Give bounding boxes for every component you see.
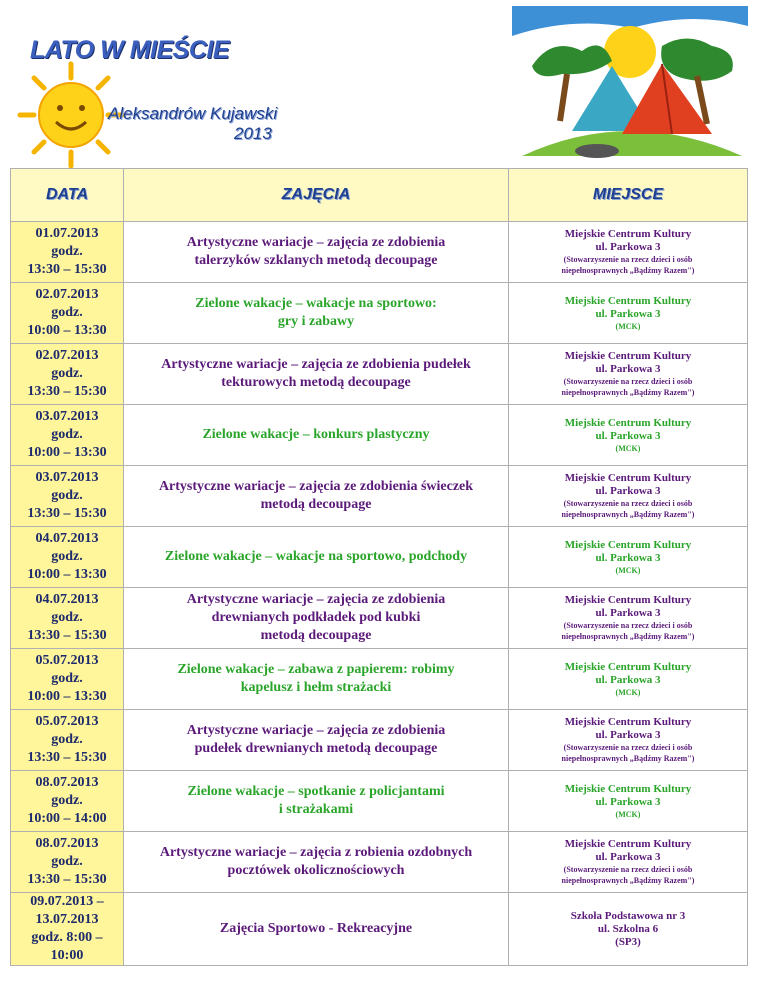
- table-row: [11, 405, 748, 466]
- activity-line: drewnianych podkładek pod kubki: [211, 610, 421, 625]
- table-row: [11, 832, 748, 893]
- time-label: godz.: [51, 854, 83, 869]
- activity-line: kapelusz i hełm strażacki: [240, 680, 392, 695]
- time: 13:30 – 15:30: [27, 750, 107, 765]
- time-label: godz.: [51, 732, 83, 747]
- place-cell: [509, 893, 748, 966]
- place-address: ul. Parkowa 3: [595, 729, 661, 741]
- place-name: Miejskie Centrum Kultury: [564, 538, 692, 551]
- time: 13:30 – 15:30: [27, 872, 107, 887]
- place-address: ul. Parkowa 3: [595, 429, 661, 442]
- column-header-activity: ZAJĘCIA: [124, 169, 509, 222]
- date-cell: [11, 710, 124, 771]
- place-address: ul. Parkowa 3: [595, 307, 661, 320]
- organizer: (Stowarzyszenie na rzecz dzieci i osób: [563, 377, 693, 386]
- date: 05.07.2013: [35, 653, 99, 668]
- date-cell: [11, 649, 124, 710]
- place-cell: [509, 588, 748, 649]
- date-cell: [11, 771, 124, 832]
- time: 13:30 – 15:30: [27, 506, 107, 521]
- place-name: Miejskie Centrum Kultury: [564, 594, 692, 606]
- place-cell: [509, 710, 748, 771]
- activity-line: Zielone wakacje – zabawa z papierem: robimy: [177, 662, 455, 677]
- organizer: niepełnosprawnych „Bądźmy Razem"): [561, 388, 695, 397]
- date: 13.07.2013: [35, 912, 99, 927]
- page-title: LATO W MIEŚCIE: [30, 36, 230, 64]
- table-row: [11, 222, 748, 283]
- organizer: (MCK): [615, 809, 641, 819]
- place-name: Miejskie Centrum Kultury: [564, 660, 692, 673]
- date-cell: [11, 405, 124, 466]
- activity-line: gry i zabawy: [277, 314, 355, 329]
- activity-line: Zielone wakacje – spotkanie z policjantami: [187, 784, 445, 799]
- organizer: niepełnosprawnych „Bądźmy Razem"): [561, 266, 695, 275]
- time-label: godz.: [51, 366, 83, 381]
- time-label: godz.: [51, 427, 83, 442]
- place-cell: [509, 405, 748, 466]
- place-address: ul. Szkolna 6: [597, 922, 659, 935]
- activity-line: Artystyczne wariacje – zajęcia z robienia ozdobnych: [159, 845, 473, 860]
- organizer: (Stowarzyszenie na rzecz dzieci i osób: [563, 621, 693, 630]
- year: 2013: [234, 124, 272, 143]
- date: 04.07.2013: [35, 592, 99, 607]
- time: 13:30 – 15:30: [27, 262, 107, 277]
- date: 08.07.2013: [35, 836, 99, 851]
- place-name: Miejskie Centrum Kultury: [564, 838, 692, 850]
- organizer: niepełnosprawnych „Bądźmy Razem"): [561, 876, 695, 885]
- time-label: godz.: [51, 793, 83, 808]
- activity-line: talerzyków szklanych metodą decoupage: [194, 253, 438, 268]
- time: 10:00 – 13:30: [27, 445, 107, 460]
- activity-cell: [124, 466, 509, 527]
- place-cell: [509, 527, 748, 588]
- date: 02.07.2013: [35, 348, 99, 363]
- place-short: (SP3): [615, 935, 641, 948]
- time: 10:00 – 13:30: [27, 689, 107, 704]
- place-name: Miejskie Centrum Kultury: [564, 294, 692, 307]
- organizer: (MCK): [615, 443, 641, 453]
- table-row: [11, 588, 748, 649]
- place-name: Miejskie Centrum Kultury: [564, 416, 692, 429]
- date: 01.07.2013: [35, 226, 99, 241]
- activity-line: tekturowych metodą decoupage: [221, 375, 411, 390]
- organizer: (Stowarzyszenie na rzecz dzieci i osób: [563, 743, 693, 752]
- place-name: Miejskie Centrum Kultury: [564, 472, 692, 484]
- time: 10:00 – 13:30: [27, 567, 107, 582]
- organizer: (MCK): [615, 565, 641, 575]
- place-name: Szkoła Podstawowa nr 3: [570, 909, 686, 922]
- date-cell: [11, 344, 124, 405]
- activity-cell: [124, 771, 509, 832]
- date-cell: [11, 893, 124, 966]
- activity-line: pudełek drewnianych metodą decoupage: [194, 741, 438, 756]
- activity-line: Artystyczne wariacje – zajęcia ze zdobienia: [186, 723, 446, 738]
- organizer: (Stowarzyszenie na rzecz dzieci i osób: [563, 255, 693, 264]
- table-row: [11, 344, 748, 405]
- place-cell: [509, 649, 748, 710]
- date-cell: [11, 466, 124, 527]
- date: 09.07.2013 –: [30, 894, 104, 909]
- activity-line: Zajęcia Sportowo - Rekreacyjne: [219, 921, 413, 936]
- date-cell: [11, 588, 124, 649]
- table-row: [11, 283, 748, 344]
- place-cell: [509, 466, 748, 527]
- table-row: [11, 649, 748, 710]
- activity-line: pocztówek okolicznościowych: [227, 863, 405, 878]
- place-address: ul. Parkowa 3: [595, 485, 661, 497]
- activity-cell: [124, 832, 509, 893]
- place-cell: [509, 771, 748, 832]
- place-address: ul. Parkowa 3: [595, 607, 661, 619]
- date: 03.07.2013: [35, 470, 99, 485]
- place-address: ul. Parkowa 3: [595, 851, 661, 863]
- time: 10:00 – 13:30: [27, 323, 107, 338]
- time: 10:00 – 14:00: [27, 811, 107, 826]
- camping-illustration: [512, 6, 748, 166]
- activity-line: metodą decoupage: [260, 497, 372, 512]
- time-label: godz.: [51, 305, 83, 320]
- place-name: Miejskie Centrum Kultury: [564, 782, 692, 795]
- activity-cell: [124, 893, 509, 966]
- date-cell: [11, 222, 124, 283]
- schedule-table: [10, 168, 748, 966]
- activity-cell: [124, 405, 509, 466]
- activity-line: Zielone wakacje – konkurs plastyczny: [202, 427, 430, 442]
- city-name: Aleksandrów Kujawski: [108, 104, 278, 123]
- activity-line: metodą decoupage: [260, 628, 372, 643]
- table-header-row: [11, 169, 748, 222]
- activity-line: Zielone wakacje – wakacje na sportowo, podchody: [164, 549, 468, 564]
- time-label: godz.: [51, 244, 83, 259]
- date-cell: [11, 832, 124, 893]
- column-header-place: MIEJSCE: [509, 169, 748, 222]
- date-cell: [11, 527, 124, 588]
- activity-line: Artystyczne wariacje – zajęcia ze zdobienia pudełek: [161, 357, 471, 372]
- time-label: godz.: [51, 549, 83, 564]
- place-cell: [509, 832, 748, 893]
- organizer: (MCK): [615, 687, 641, 697]
- place-address: ul. Parkowa 3: [595, 363, 661, 375]
- activity-line: i strażakami: [278, 802, 354, 817]
- activity-cell: [124, 283, 509, 344]
- place-address: ul. Parkowa 3: [595, 673, 661, 686]
- column-header-date: DATA: [11, 169, 124, 222]
- place-address: ul. Parkowa 3: [595, 241, 661, 253]
- organizer: (Stowarzyszenie na rzecz dzieci i osób: [563, 865, 693, 874]
- organizer: (MCK): [615, 321, 641, 331]
- activity-cell: [124, 527, 509, 588]
- activity-cell: [124, 710, 509, 771]
- subtitle: [108, 104, 277, 144]
- date: 08.07.2013: [35, 775, 99, 790]
- activity-cell: [124, 222, 509, 283]
- table-row: [11, 527, 748, 588]
- date: 04.07.2013: [35, 531, 99, 546]
- activity-line: Artystyczne wariacje – zajęcia ze zdobienia: [186, 235, 446, 250]
- activity-cell: [124, 649, 509, 710]
- time: godz. 8:00 –: [31, 930, 103, 945]
- time-label: godz.: [51, 671, 83, 686]
- table-row: [11, 466, 748, 527]
- organizer: niepełnosprawnych „Bądźmy Razem"): [561, 632, 695, 641]
- date: 05.07.2013: [35, 714, 99, 729]
- activity-line: Zielone wakacje – wakacje na sportowo:: [195, 296, 437, 311]
- table-row: [11, 893, 748, 966]
- place-address: ul. Parkowa 3: [595, 795, 661, 808]
- time: 13:30 – 15:30: [27, 628, 107, 643]
- activity-line: Artystyczne wariacje – zajęcia ze zdobienia: [186, 592, 446, 607]
- place-name: Miejskie Centrum Kultury: [564, 350, 692, 362]
- table-row: [11, 710, 748, 771]
- date-cell: [11, 283, 124, 344]
- place-name: Miejskie Centrum Kultury: [564, 228, 692, 240]
- organizer: (Stowarzyszenie na rzecz dzieci i osób: [563, 499, 693, 508]
- time: 13:30 – 15:30: [27, 384, 107, 399]
- organizer: niepełnosprawnych „Bądźmy Razem"): [561, 510, 695, 519]
- time-label: godz.: [51, 488, 83, 503]
- time: 10:00: [50, 948, 84, 963]
- time-label: godz.: [51, 610, 83, 625]
- activity-cell: [124, 588, 509, 649]
- organizer: niepełnosprawnych „Bądźmy Razem"): [561, 754, 695, 763]
- date: 03.07.2013: [35, 409, 99, 424]
- place-name: Miejskie Centrum Kultury: [564, 716, 692, 728]
- table-row: [11, 771, 748, 832]
- place-cell: [509, 222, 748, 283]
- place-cell: [509, 344, 748, 405]
- activity-line: Artystyczne wariacje – zajęcia ze zdobienia świeczek: [158, 479, 474, 494]
- place-address: ul. Parkowa 3: [595, 551, 661, 564]
- date: 02.07.2013: [35, 287, 99, 302]
- place-cell: [509, 283, 748, 344]
- activity-cell: [124, 344, 509, 405]
